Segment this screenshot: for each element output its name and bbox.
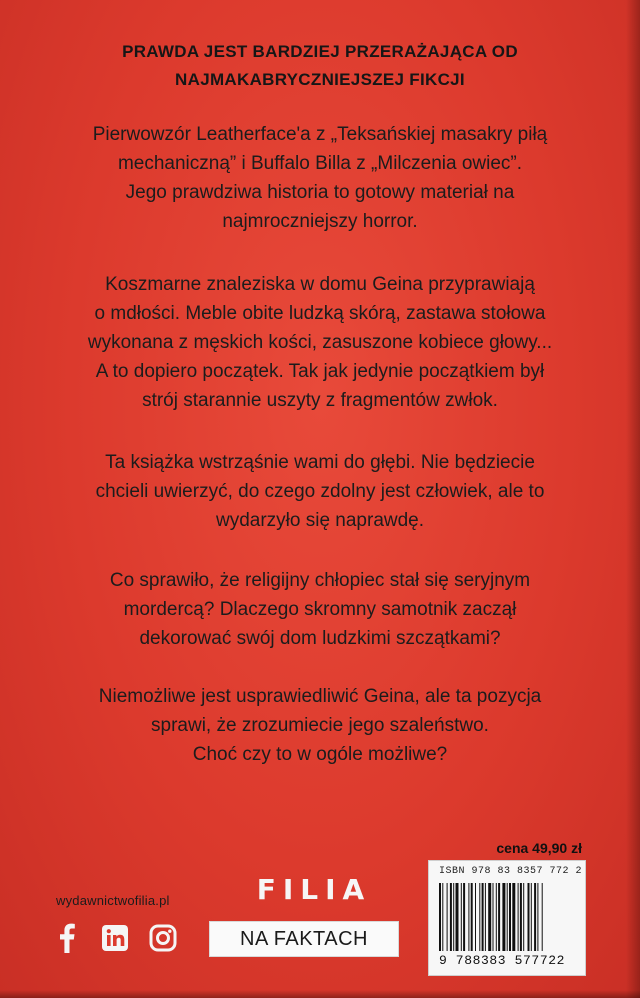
barcode-bar <box>512 883 515 951</box>
barcode-bar <box>442 883 443 951</box>
price-label: cena 49,90 zł <box>496 840 582 856</box>
barcode-bar <box>475 883 476 951</box>
headline <box>0 38 640 94</box>
barcode-bar <box>479 883 480 951</box>
barcode-bar <box>531 883 532 951</box>
barcode-bar <box>502 883 505 951</box>
social-icons <box>52 923 178 953</box>
barcode-bar <box>498 883 500 951</box>
barcode-bar <box>509 883 511 951</box>
barcode-bar <box>463 883 465 951</box>
blurb-paragraph-1 <box>60 120 580 236</box>
barcode-bar <box>485 883 486 951</box>
barcode-bar <box>507 883 508 951</box>
barcode-bar <box>482 883 484 951</box>
barcode-bar <box>468 883 469 951</box>
barcode-bar <box>520 883 522 951</box>
isbn-label: ISBN 978 83 8357 772 2 <box>439 866 583 877</box>
barcode-bar <box>447 883 448 951</box>
blurb-line: dekorować swój dom ludzkimi szczątkami? <box>139 628 501 649</box>
barcode-bar <box>542 883 543 951</box>
barcode-bar <box>439 883 441 951</box>
barcode-icon <box>439 883 577 951</box>
barcode-bar <box>471 883 473 951</box>
ean-digits: 9 788383 577722 <box>439 953 566 968</box>
blurb-line: mordercą? Dlaczego skromny samotnik zaczął <box>123 599 517 620</box>
barcode-bar <box>453 883 454 951</box>
blurb-line: Co sprawiło, że religijny chłopiec stał się seryjnym <box>109 570 531 591</box>
publisher-logo: FILIA <box>256 873 372 906</box>
blurb-line: Jego prawdziwa historia to gotowy materiał na <box>125 182 515 203</box>
barcode-bar <box>534 883 536 951</box>
cover-spine-shadow <box>626 0 640 998</box>
instagram-icon[interactable] <box>148 923 178 953</box>
barcode-bar <box>537 883 538 951</box>
blurb-line: Choć czy to w ogóle możliwe? <box>192 744 448 765</box>
blurb-line: najmroczniejszy horror. <box>222 211 418 232</box>
blurb-line: Koszmarne znaleziska w domu Geina przyprawiają <box>105 274 535 295</box>
barcode-bar <box>518 883 519 951</box>
blurb-line: Pierwowzór Leatherface'a z „Teksańskiej masakry piłą <box>92 124 548 145</box>
barcode-bar <box>456 883 459 951</box>
blurb-line: o mdłości. Meble obite ludzką skórą, zastawa stołowa <box>94 303 546 324</box>
barcode-bar <box>461 883 462 951</box>
blurb-line: chcieli uwierzyć, do czego zdolny jest człowiek, ale to <box>95 481 545 502</box>
barcode-bar <box>493 883 494 951</box>
series-label: NA FAKTACH <box>209 921 399 957</box>
blurb-line: sprawi, że zrozumiecie jego szaleństwo. <box>151 715 489 736</box>
blurb-paragraph-4 <box>60 566 580 653</box>
barcode-bar <box>488 883 491 951</box>
headline-line: PRAWDA JEST BARDZIEJ PRZERAŻAJĄCA OD <box>122 42 518 61</box>
blurb-paragraph-3 <box>60 448 580 535</box>
blurb-line: Ta książka wstrząśnie wami do głębi. Nie będziecie <box>105 452 535 473</box>
blurb-paragraph-5 <box>60 682 580 769</box>
barcode-bar <box>450 883 452 951</box>
linkedin-icon[interactable] <box>100 923 130 953</box>
cover-bottom-shadow <box>0 990 640 998</box>
barcode-bar <box>523 883 524 951</box>
blurb-line: Niemożliwe jest usprawiedliwić Geina, ale ta pozycja <box>98 686 542 707</box>
publisher-website-link[interactable]: wydawnictwofilia.pl <box>56 893 170 908</box>
headline-line: NAJMAKABRYCZNIEJSZEJ FIKCJI <box>175 70 465 89</box>
barcode-bar <box>496 883 497 951</box>
blurb-paragraph-2 <box>60 270 580 415</box>
blurb-line: mechaniczną” i Buffalo Billa z „Milczenia owiec”. <box>117 153 523 174</box>
facebook-icon[interactable] <box>52 923 82 953</box>
barcode-bar <box>528 883 530 951</box>
blurb-line: strój starannie uszyty z fragmentów zwłok. <box>142 390 498 411</box>
blurb-line: A to dopiero początek. Tak jak jedynie początkiem był <box>95 361 545 382</box>
blurb-line: wydarzyło się naprawdę. <box>215 510 425 531</box>
blurb-line: wykonana z męskich kości, zasuszone kobiece głowy... <box>87 332 553 353</box>
barcode-panel <box>428 860 586 976</box>
